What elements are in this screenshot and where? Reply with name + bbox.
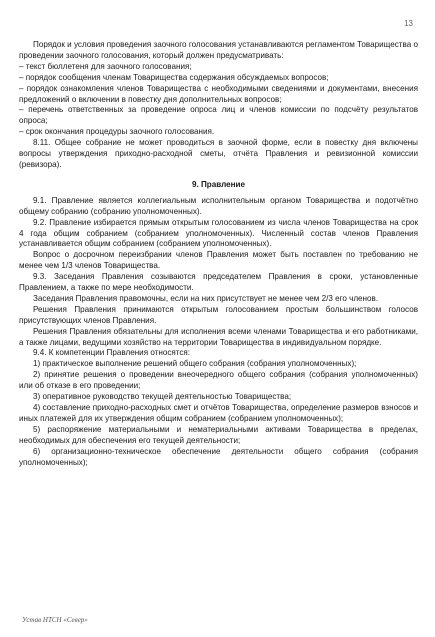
paragraph-early-reelection: Вопрос о досрочном переизбрании членов Правления может быть поставлен по требованию не менее чем 1/3 членов Товарищества. xyxy=(19,250,418,271)
list-item-deadline: – срок окончания процедуры заочного голосования. xyxy=(19,127,215,137)
document-body xyxy=(19,40,418,468)
paragraph-9-4: 9.4. К компетенции Правления относятся: xyxy=(33,348,191,358)
list-item-competence-2: 2) принятие решения о проведении внеочередного общего собрания (собрания уполномоченных) или об отказе в его проведении; xyxy=(19,370,418,391)
list-item-notification: – порядок сообщения членам Товарищества содержания обсуждаемых вопросов; xyxy=(19,72,329,82)
paragraph-9-1: 9.1. Правление является коллегиальным исполнительным органом Товарищества и подотчётно общему собранию (собранию уполномоченных). xyxy=(19,195,418,216)
paragraph-9-3: 9.3. Заседания Правления созываются председателем Правления в сроки, установленные Правлением, а также по мере необходимости. xyxy=(19,272,418,293)
paragraph-9-2: 9.2. Правление избирается прямым открытым голосованием из числа членов Товарищества на срок 4 года общим собранием (собранием уполномоченных). Численный состав членов Правления устанавливается общим собранием (собранием уполномоченных). xyxy=(19,217,418,249)
list-item-ballot-text: – текст бюллетеня для заочного голосования; xyxy=(19,61,192,71)
list-item-familiarization: – порядок ознакомления членов Товарищества с необходимыми сведениями и документами, внесения предложений о включении в повестку дня дополнительных вопросов; xyxy=(19,83,418,104)
page-footer: Устав НТСН «Север» xyxy=(22,616,88,624)
paragraph-quorum: Заседания Правления правомочны, если на них присутствует не менее чем 2/3 его членов. xyxy=(33,293,379,303)
list-item-competence-6: 6) организационно-техническое обеспечение деятельности общего собрания (собрания уполномоченных); xyxy=(19,446,418,467)
list-item-competence-5: 5) распоряжение материальными и нематериальными активами Товарищества в пределах, необходимых для обеспечения его текущей деятельности; xyxy=(19,424,418,445)
list-item-competence-1: 1) практическое выполнение решений общего собрания (собрания уполномоченных); xyxy=(33,359,357,369)
list-item-competence-4: 4) составление приходно-расходных смет и отчётов Товарищества, определение размеров взносов и иных платежей для их утверждения общим собранием (собранием уполномоченных); xyxy=(19,403,418,423)
paragraph-decisions-binding: Решения Правления обязательны для исполнения всеми членами Товарищества и его работниками, а также лицами, ведущими хозяйство на территории Товарищества в индивидуальном порядке. xyxy=(19,326,418,347)
paragraph-8-11: 8.11. Общее собрание не может проводиться в заочной форме, если в повестку дня включены вопросы утверждения приходно-расходной сметы, отчёта Правления и ревизионной комиссии (ревизора). xyxy=(19,138,418,169)
paragraph-decisions-voting: Решения Правления принимаются открытым голосованием простым большинством голосов присутствующих членов Правления. xyxy=(19,304,418,325)
section-heading-board: 9. Правление xyxy=(191,179,246,189)
paragraph-voting-rules: Порядок и условия проведения заочного голосования устанавливаются регламентом Товарищества о проведении заочного голосования, который должен предусматривать: xyxy=(19,40,418,60)
list-item-responsible-persons: – перечень ответственных за проведение опроса лиц и членов комиссии по подсчёту результатов опроса; xyxy=(19,105,418,126)
page-number: 13 xyxy=(404,19,413,28)
list-item-competence-3: 3) оперативное руководство текущей деятельностью Товарищества; xyxy=(33,392,292,402)
